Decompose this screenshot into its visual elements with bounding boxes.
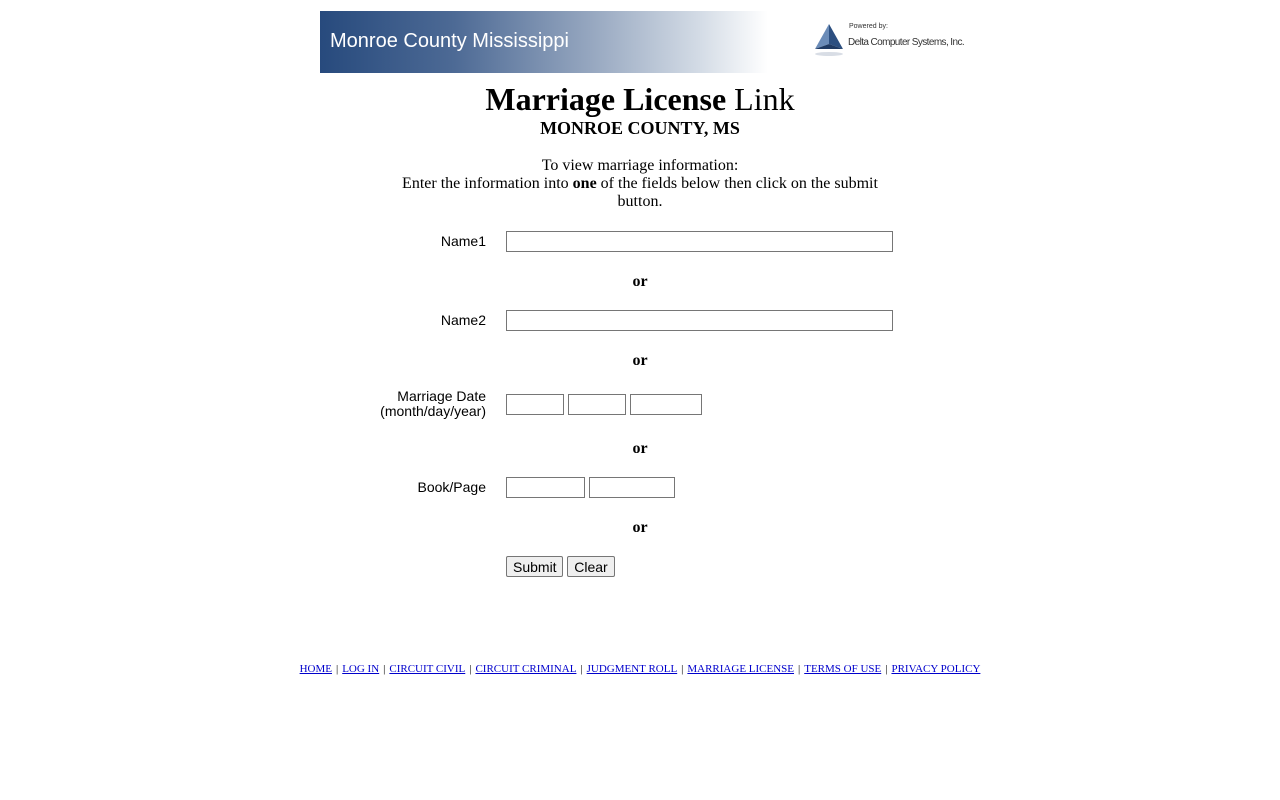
name2-input[interactable] xyxy=(506,310,893,331)
footer-separator: | xyxy=(885,663,888,675)
date-month-input[interactable] xyxy=(506,394,564,415)
instructions xyxy=(400,157,880,211)
footer-link-circuit-criminal[interactable]: CIRCUIT CRIMINAL xyxy=(475,663,577,675)
footer-link-marriage-license[interactable]: MARRIAGE LICENSE xyxy=(687,663,795,675)
footer-separator: | xyxy=(383,663,386,675)
footer-separator: | xyxy=(469,663,472,675)
page-title-bold: Marriage License xyxy=(485,81,727,117)
footer-link-circuit-civil[interactable]: CIRCUIT CIVIL xyxy=(389,663,466,675)
page-input[interactable] xyxy=(589,477,675,498)
submit-button[interactable]: Submit xyxy=(506,556,563,577)
instruction-line2 xyxy=(400,175,880,211)
vendor-logo xyxy=(812,20,965,62)
name1-input[interactable] xyxy=(506,231,893,252)
footer-link-terms-of-use[interactable]: TERMS OF USE xyxy=(804,663,882,675)
marriage-date-label-line2: (month/day/year) xyxy=(380,403,486,419)
book-page-label: Book/Page xyxy=(417,479,486,495)
marriage-date-label xyxy=(286,389,486,419)
or-separator: or xyxy=(632,273,648,290)
instruction-suffix: of the fields below then click on the submit button. xyxy=(596,175,878,210)
instruction-bold: one xyxy=(572,175,597,192)
marriage-date-label-line1: Marriage Date xyxy=(397,388,486,404)
clear-button[interactable]: Clear xyxy=(567,556,615,577)
book-input[interactable] xyxy=(506,477,585,498)
footer-nav xyxy=(0,663,1280,675)
page-title-plain: Link xyxy=(726,81,795,117)
instruction-prefix: Enter the information into xyxy=(402,175,573,192)
vendor-name: Delta Computer Systems, Inc. xyxy=(848,37,965,48)
banner-title: Monroe County Mississippi xyxy=(330,30,569,52)
name1-label: Name1 xyxy=(440,233,486,249)
footer-link-judgment-roll[interactable]: JUDGMENT ROLL xyxy=(586,663,678,675)
county-banner xyxy=(320,11,768,73)
date-year-input[interactable] xyxy=(630,394,702,415)
county-subtitle: MONROE COUNTY, MS xyxy=(540,118,740,138)
delta-pyramid-icon xyxy=(812,22,846,58)
footer-separator: | xyxy=(798,663,801,675)
or-separator: or xyxy=(632,519,648,536)
footer-link-log-in[interactable]: LOG IN xyxy=(342,663,380,675)
name2-label: Name2 xyxy=(440,312,486,328)
instruction-line1: To view marriage information: xyxy=(541,157,739,174)
date-day-input[interactable] xyxy=(568,394,626,415)
footer-separator: | xyxy=(336,663,339,675)
page-title xyxy=(0,80,1280,118)
footer-link-privacy-policy[interactable]: PRIVACY POLICY xyxy=(891,663,981,675)
footer-separator: | xyxy=(681,663,684,675)
footer-link-home[interactable]: HOME xyxy=(299,663,332,675)
footer-separator: | xyxy=(580,663,583,675)
or-separator: or xyxy=(632,352,648,369)
or-separator: or xyxy=(632,440,648,457)
powered-by-text: Powered by: xyxy=(849,23,888,30)
